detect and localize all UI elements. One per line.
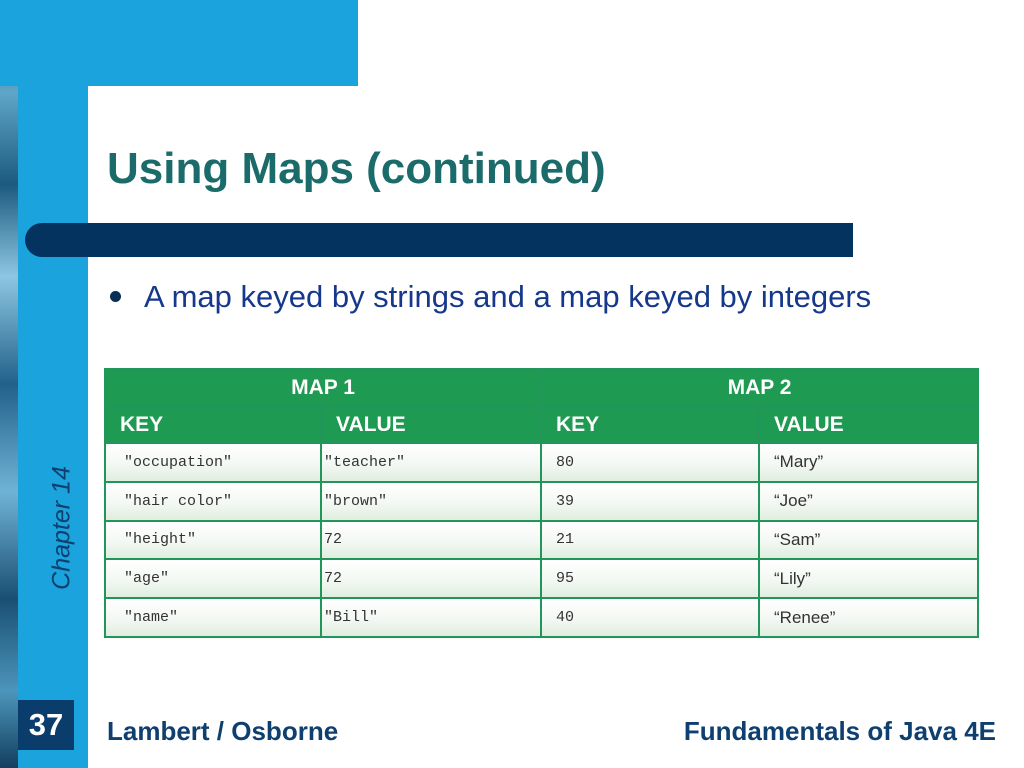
map1-value-header: VALUE (321, 407, 541, 443)
map1-key-cell: "age" (105, 559, 321, 598)
map1-key-cell: "occupation" (105, 443, 321, 482)
map2-value-cell: “Mary” (759, 443, 978, 482)
map2-key-cell: 95 (541, 559, 759, 598)
map2-value-cell: “Joe” (759, 482, 978, 521)
bullet-text: A map keyed by strings and a map keyed by integers (144, 279, 872, 314)
bullet-item (110, 276, 900, 318)
map2-value-cell: “Sam” (759, 521, 978, 560)
slide-title: Using Maps (continued) (107, 144, 606, 193)
map1-value-cell: 72 (321, 559, 541, 598)
footer-book-title: Fundamentals of Java 4E (683, 716, 996, 746)
chapter-label: Chapter 14 (47, 466, 76, 590)
map2-value-cell: “Renee” (759, 598, 978, 637)
column-header-row (105, 407, 978, 443)
map1-key-cell: "name" (105, 598, 321, 637)
table-row (105, 482, 978, 521)
slide-number-badge: 37 (18, 700, 74, 750)
map2-key-cell: 80 (541, 443, 759, 482)
bullet-dot-icon (110, 291, 121, 302)
footer-authors: Lambert / Osborne (107, 716, 339, 746)
title-underline-bar (25, 223, 853, 257)
side-photo-strip (0, 0, 18, 768)
maps-table (104, 368, 979, 638)
map2-key-cell: 40 (541, 598, 759, 637)
map2-value-cell: “Lily” (759, 559, 978, 598)
table-row (105, 521, 978, 560)
map2-key-cell: 39 (541, 482, 759, 521)
table-row (105, 443, 978, 482)
top-accent-band (0, 0, 358, 86)
map1-key-cell: "height" (105, 521, 321, 560)
map1-key-header: KEY (105, 407, 321, 443)
map2-key-header: KEY (541, 407, 759, 443)
map1-value-cell: "teacher" (321, 443, 541, 482)
map1-value-cell: 72 (321, 521, 541, 560)
map1-value-cell: "Bill" (321, 598, 541, 637)
map2-key-cell: 21 (541, 521, 759, 560)
side-accent-band (18, 0, 88, 768)
map-group-header-row (105, 369, 978, 407)
map1-value-cell: "brown" (321, 482, 541, 521)
map2-value-header: VALUE (759, 407, 978, 443)
map1-group-header: MAP 1 (105, 369, 541, 407)
table-row (105, 598, 978, 637)
map2-group-header: MAP 2 (541, 369, 978, 407)
map1-key-cell: "hair color" (105, 482, 321, 521)
table-row (105, 559, 978, 598)
content-corner (88, 86, 148, 146)
